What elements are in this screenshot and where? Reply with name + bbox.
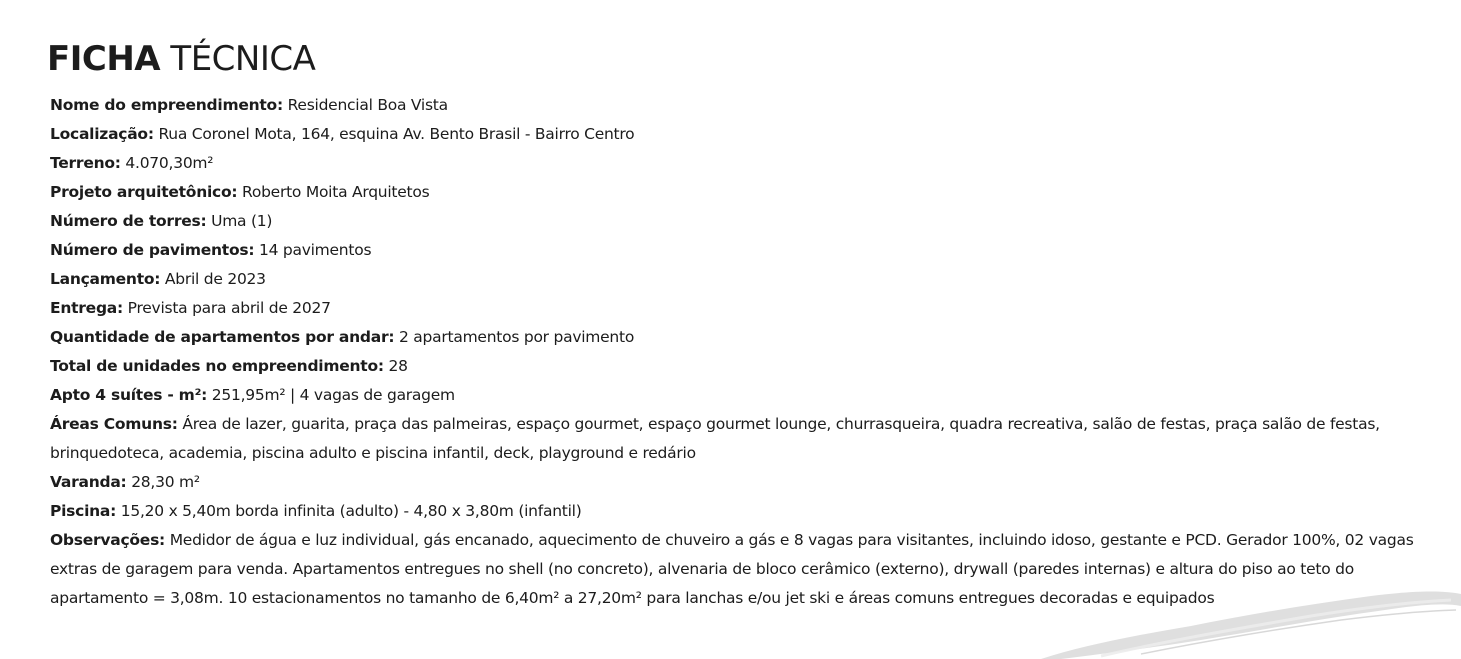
spec-label: Nome do empreendimento: (50, 96, 283, 114)
spec-item-torres (50, 207, 1425, 236)
spec-list (50, 91, 1425, 613)
spec-label: Total de unidades no empreendimento: (50, 357, 384, 375)
spec-item-lancamento (50, 265, 1425, 294)
spec-label: Localização: (50, 125, 154, 143)
spec-value: Roberto Moita Arquitetos (242, 183, 430, 201)
spec-value: 15,20 x 5,40m borda infinita (adulto) - 4,80 x 3,80m (infantil) (120, 502, 582, 520)
spec-label: Varanda: (50, 473, 127, 491)
spec-label: Lançamento: (50, 270, 161, 288)
spec-value: Abril de 2023 (164, 270, 266, 288)
spec-label: Entrega: (50, 299, 123, 317)
spec-value: 28 (388, 357, 408, 375)
spec-item-apto-4-suites (50, 381, 1425, 410)
spec-value: 28,30 m² (131, 473, 200, 491)
spec-label: Número de pavimentos: (50, 241, 255, 259)
spec-label: Observações: (50, 531, 165, 549)
spec-item-areas-comuns (50, 410, 1425, 468)
spec-item-projeto (50, 178, 1425, 207)
spec-item-entrega (50, 294, 1425, 323)
spec-item-terreno (50, 149, 1425, 178)
page-title-bold: FICHA (47, 39, 161, 79)
spec-label: Terreno: (50, 154, 121, 172)
spec-value: 2 apartamentos por pavimento (399, 328, 635, 346)
brush-stroke-texture (1101, 600, 1451, 656)
spec-item-piscina (50, 497, 1425, 526)
spec-label: Número de torres: (50, 212, 207, 230)
spec-item-apartamentos-por-andar (50, 323, 1425, 352)
spec-value: Medidor de água e luz individual, gás encanado, aquecimento de chuveiro a gás e 8 vagas para visitantes, incluindo idoso, gestante e PCD. Gerador 100%, 02 vagas extras de garagem para venda. Apartamentos entregues no shell (no concreto), alvenaria de bloco cerâmico (externo), drywall (paredes internas) e altura do piso ao teto do apartamento = 3,08m. 10 estacionamentos no tamanho de 6,40m² a 27,20m² para lanchas e/ou jet ski e áreas comuns entregues decoradas e equipados (50, 531, 1414, 607)
page-title-regular: TÉCNICA (170, 39, 316, 79)
spec-item-localizacao (50, 120, 1425, 149)
spec-value: Uma (1) (211, 212, 273, 230)
spec-label: Áreas Comuns: (50, 415, 178, 433)
spec-item-varanda (50, 468, 1425, 497)
spec-value: Prevista para abril de 2027 (127, 299, 331, 317)
spec-label: Piscina: (50, 502, 117, 520)
spec-value: Área de lazer, guarita, praça das palmeiras, espaço gourmet, espaço gourmet lounge, churrasqueira, quadra recreativa, salão de festas, praça salão de festas, brinquedoteca, academia, piscina adulto e piscina infantil, deck, playground e redário (50, 415, 1380, 462)
spec-item-pavimentos (50, 236, 1425, 265)
page-title (47, 38, 315, 80)
spec-value: Rua Coronel Mota, 164, esquina Av. Bento Brasil - Bairro Centro (158, 125, 635, 143)
spec-item-nome (50, 91, 1425, 120)
spec-value: Residencial Boa Vista (287, 96, 448, 114)
spec-item-total-unidades (50, 352, 1425, 381)
spec-label: Projeto arquitetônico: (50, 183, 238, 201)
spec-value: 4.070,30m² (125, 154, 214, 172)
spec-value: 14 pavimentos (258, 241, 372, 259)
spec-value: 251,95m² | 4 vagas de garagem (211, 386, 455, 404)
brush-stroke-decoration (1041, 584, 1461, 659)
spec-label: Quantidade de apartamentos por andar: (50, 328, 395, 346)
spec-label: Apto 4 suítes - m²: (50, 386, 208, 404)
